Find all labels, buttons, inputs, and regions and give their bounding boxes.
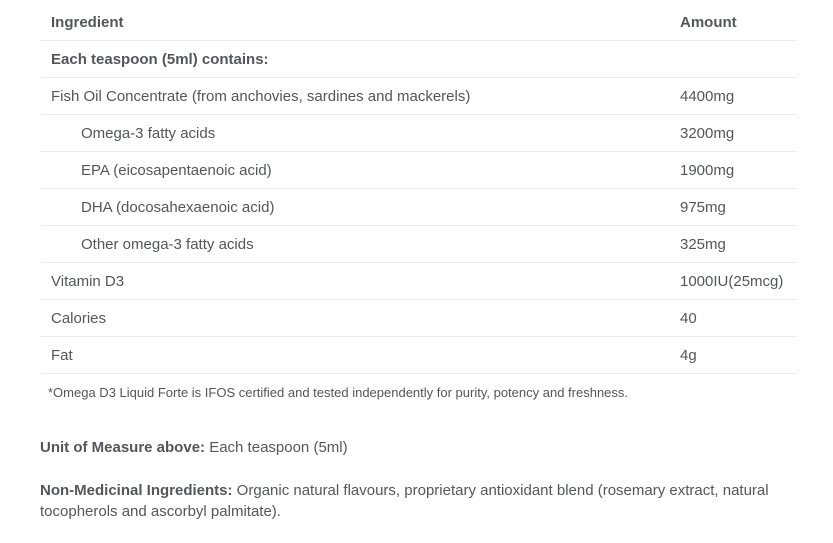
non-medicinal-value: Organic natural flavours, proprietary antioxidant blend (rosemary extract, natural tocopherols and ascorbyl palmitate). [40,482,769,520]
amount-cell: 40 [680,309,697,327]
table-section-row [41,41,797,78]
ingredient-cell: Omega-3 fatty acids [81,124,216,142]
ifos-footnote: *Omega D3 Liquid Forte is IFOS certified and tested independently for purity, potency and freshness. [48,384,629,400]
amount-column-header: Amount [680,13,737,31]
amount-cell: 4g [680,346,697,364]
table-row [41,263,797,300]
amount-cell: 1900mg [680,161,735,179]
ingredients-table [41,4,797,410]
ingredient-cell: DHA (docosahexaenoic acid) [81,198,275,216]
section-header-label: Each teaspoon (5ml) contains: [51,50,269,68]
table-row [41,115,797,152]
table-row [41,300,797,337]
amount-cell: 4400mg [680,87,735,105]
unit-of-measure-line [40,437,793,458]
table-row [41,337,797,374]
table-row [41,226,797,263]
unit-of-measure-value: Each teaspoon (5ml) [205,439,348,456]
table-header-row [41,4,797,41]
ingredient-cell: EPA (eicosapentaenoic acid) [81,161,272,179]
amount-cell: 325mg [680,235,726,253]
amount-cell: 1000IU(25mcg) [680,272,784,290]
ingredient-cell: Vitamin D3 [51,272,125,290]
ingredient-cell: Other omega-3 fatty acids [81,235,254,253]
non-medicinal-paragraph [40,480,785,522]
ingredient-cell: Calories [51,309,107,327]
ingredient-cell: Fat [51,346,73,364]
unit-of-measure-label: Unit of Measure above: [40,439,206,456]
amount-cell: 975mg [680,198,726,216]
table-row [41,189,797,226]
ingredient-column-header: Ingredient [51,13,124,31]
table-row [41,152,797,189]
amount-cell: 3200mg [680,124,735,142]
non-medicinal-label: Non-Medicinal Ingredients: [40,482,233,499]
table-row [41,78,797,115]
ingredient-cell: Fish Oil Concentrate (from anchovies, sardines and mackerels) [51,87,471,105]
notes-section [40,437,793,522]
